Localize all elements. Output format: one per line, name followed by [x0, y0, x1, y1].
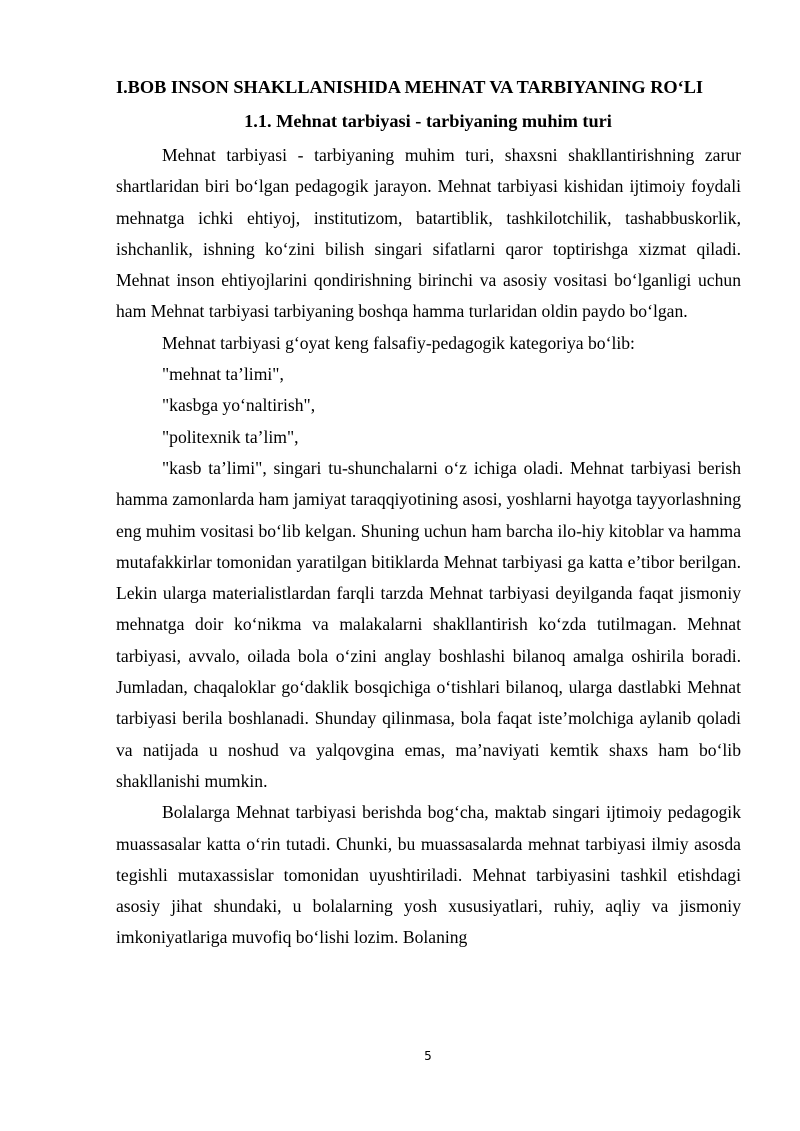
document-body	[116, 140, 741, 954]
section-title: 1.1. Mehnat tarbiyasi - tarbiyaning muhim turi	[244, 111, 612, 131]
paragraph: Bolalarga Mehnat tarbiyasi berishda bog‘cha, maktab singari ijtimoiy pedagogik muassasalar katta o‘rin tutadi. Chunki, bu muassasalarda mehnat tarbiyasi ilmiy asosda tegishli mutaxassislar tomonidan uyushtiriladi. Mehnat tarbiyasini tashkil etishdagi asosiy jihat shundaki, u bolalarning yosh xususiyatlari, ruhiy, aqliy va jismoniy imkoniyatlariga muvofiq bo‘lishi lozim. Bolaning	[116, 802, 741, 948]
paragraph: "politexnik ta’lim",	[162, 426, 299, 447]
paragraph: "kasbga yo‘naltirish",	[162, 395, 316, 416]
paragraph: Mehnat tarbiyasi g‘oyat keng falsafiy-pedagogik kategoriya bo‘lib:	[162, 332, 635, 353]
paragraph: "kasb ta’limi", singari tu-shunchalarni o‘z ichiga oladi. Mehnat tarbiyasi berish hamma zamonlarda ham jamiyat taraqqiyotining asosi, yoshlarni hayotga tayyorlashning eng muhim vositasi bo‘lib kelgan. Shuning uchun ham barcha ilo-hiy kitoblar va hamma mutafakkirlar tomonidan yaratilgan bitiklarda Mehnat tarbiyasi ga katta e’tibor berilgan. Lekin ularga materialistlardan farqli tarzda Mehnat tarbiyasi deyilganda faqat jismoniy mehnatga doir ko‘nikma va malakalarni shakllantirish ko‘zda tutilmagan. Mehnat tarbiyasi, avvalo, oilada bola o‘zini anglay boshlashi bilanoq amalga oshirila boradi. Jumladan, chaqaloklar go‘daklik bosqichiga o‘tishlari bilanoq, ularga dastlabki Mehnat tarbiyasi berila boshlanadi. Shunday qilinmasa, bola faqat iste’molchiga aylanib qoladi va natijada u noshud va yalqovgina emas, ma’naviyati kemtik shaxs ham bo‘lib shakllanishi mumkin.	[116, 457, 741, 791]
paragraph: "mehnat ta’limi",	[162, 364, 284, 385]
chapter-title: I.BOB INSON SHAKLLANISHIDA MEHNAT VA TARBIYANING RO‘LI	[116, 77, 704, 97]
page-number: 5	[424, 1049, 432, 1063]
paragraph: Mehnat tarbiyasi - tarbiyaning muhim turi, shaxsni shakllantirishning zarur shartlaridan biri bo‘lgan pedagogik jarayon. Mehnat tarbiyasi kishidan ijtimoiy foydali mehnatga ichki ehtiyoj, institutizom, batartiblik, tashkilotchilik, tashabbuskorlik, ishchanlik, ishning ko‘zini bilish singari sifatlarni qaror toptirishga xizmat qiladi. Mehnat inson ehtiyojlarini qondirishning birinchi va asosiy vositasi bo‘lganligi uchun ham Mehnat tarbiyasi tarbiyaning boshqa hamma turlaridan oldin paydo bo‘lgan.	[116, 145, 741, 322]
